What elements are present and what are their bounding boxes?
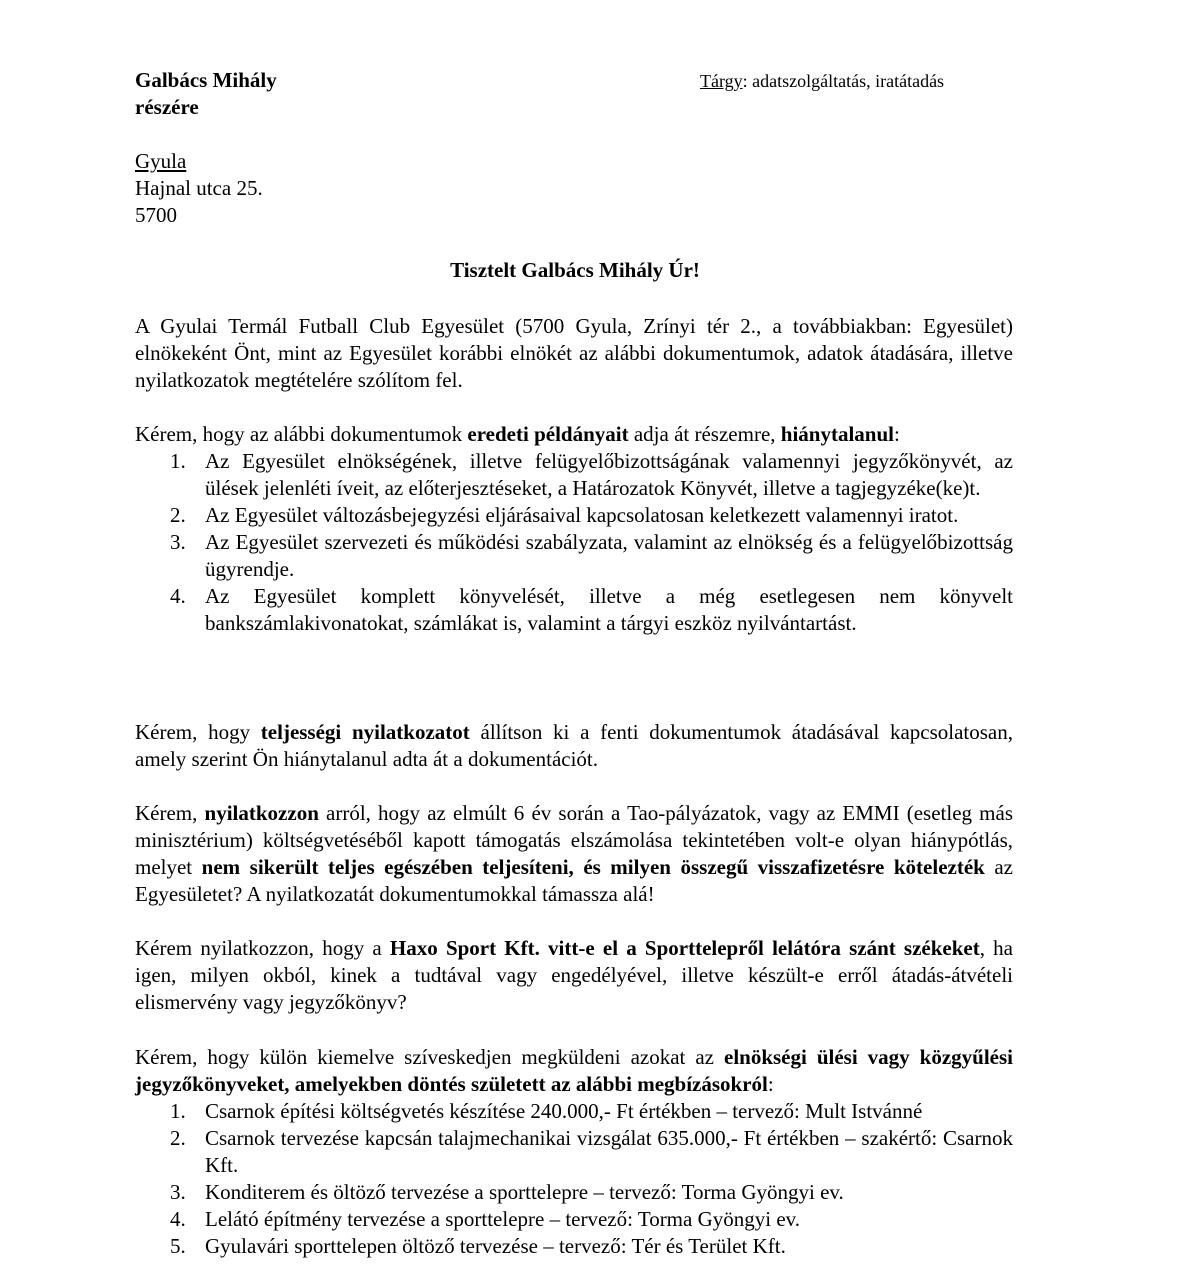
text-run: Kérem, — [135, 801, 205, 825]
list-item — [135, 1206, 1013, 1233]
list-item-text: Csarnok tervezése kapcsán talajmechanikai vizsgálat 635.000,- Ft értékben – szakértő: Csarnok Kft. — [205, 1126, 1013, 1177]
list-item-text: Az Egyesület komplett könyvelését, illetve a még esetlegesen nem könyvelt bankszámlakivonatokat, számlákat is, valamint a tárgyi eszköz nyilvántartást. — [205, 584, 1013, 635]
intro-paragraph: A Gyulai Termál Futball Club Egyesület (5700 Gyula, Zrínyi tér 2., a továbbiakban: Egyesület) elnökeként Önt, mint az Egyesület korábbi elnökét az alábbi dokumentumok, adatok átadására, illetve nyilatkozatok megtételére szólítom fel. — [135, 314, 1013, 392]
list-number: 4. — [170, 1207, 186, 1231]
list-number: 1. — [170, 1099, 186, 1123]
text-run: Kérem, hogy — [135, 720, 261, 744]
list-item — [135, 529, 1013, 583]
text-run: Kérem nyilatkozzon, hogy a — [135, 936, 390, 960]
list-number: 2. — [170, 503, 186, 527]
list-item-text: Az Egyesület elnökségének, illetve felügyelőbizottságának valamennyi jegyzőkönyvét, az ülések jelenléti íveit, az előterjesztéseket, a Határozatok Könyvét, illetve a tagjegyzéke(ke)t. — [205, 449, 1013, 500]
bold-run: hiánytalanul — [780, 422, 894, 446]
documents-list — [135, 448, 1013, 637]
subject-label: Tárgy — [700, 71, 743, 91]
text-run: adja át részemre, — [628, 422, 781, 446]
list-item-text: Az Egyesület szervezeti és működési szabályzata, valamint az elnökség és a felügyelőbizottság ügyrendje. — [205, 530, 1013, 581]
text-run: : — [894, 422, 900, 446]
request-documents-section — [135, 421, 1013, 637]
list-item-text: Csarnok építési költségvetés készítése 240.000,- Ft értékben – tervező: Mult Istvánné — [205, 1099, 923, 1123]
list-item — [135, 1098, 1013, 1125]
list-item — [135, 1179, 1013, 1206]
address-zip: 5700 — [135, 203, 177, 227]
address-city: Gyula — [135, 149, 187, 173]
list-item-text: Az Egyesület változásbejegyzési eljárásaival kapcsolatosan keletkezett valamennyi iratot. — [205, 503, 959, 527]
subject-text: : adatszolgáltatás, iratátadás — [742, 71, 945, 91]
text-run: arról, hogy az elmúlt 6 év során a Tao-pályázatok, vagy az EMMI (esetleg más minisztérium) költségvetéséből kapott támogatás elszámolása tekintetében volt-e olyan hiánypótlás, melyet — [135, 801, 1013, 879]
list-number: 5. — [170, 1234, 186, 1258]
list-item — [135, 448, 1013, 502]
contracts-list — [135, 1098, 1013, 1260]
minutes-request-section — [135, 1044, 1013, 1260]
chairs-statement-paragraph — [135, 935, 1013, 1016]
minutes-request-paragraph — [135, 1044, 1013, 1098]
text-run: állítson ki a fenti dokumentumok átadásával kapcsolatosan, amely szerint Ön hiánytalanul adta át a dokumentációt. — [135, 720, 1013, 771]
text-run: Kérem, hogy külön kiemelve szíveskedjen megküldeni azokat az — [135, 1045, 724, 1069]
recipient-line2: részére — [135, 95, 199, 119]
list-number: 2. — [170, 1126, 186, 1150]
bold-run: teljességi nyilatkozatot — [260, 720, 470, 744]
bold-run: nem sikerült teljes egészében teljesíteni, és milyen összegű visszafizetésre kötelezték — [201, 855, 985, 879]
bold-run: elnökségi ülési vagy közgyűlési jegyzőkönyveket, amelyekben döntés született az alábbi megbízásokról — [135, 1045, 1013, 1096]
recipient-block — [135, 67, 277, 121]
list-item-text: Gyulavári sporttelepen öltöző tervezése – tervező: Tér és Terület Kft. — [205, 1234, 786, 1258]
list-item — [135, 502, 1013, 529]
text-run: Kérem, hogy az alábbi dokumentumok — [135, 422, 468, 446]
subject-line — [700, 69, 944, 93]
list-number: 3. — [170, 1180, 186, 1204]
list-item-text: Lelátó építmény tervezése a sporttelepre – tervező: Torma Gyöngyi ev. — [205, 1207, 801, 1231]
bold-run: eredeti példányait — [467, 422, 629, 446]
request-documents-paragraph — [135, 421, 1013, 448]
text-run: : — [767, 1072, 774, 1096]
address-street: Hajnal utca 25. — [135, 176, 263, 200]
list-item — [135, 1233, 1013, 1260]
list-number: 1. — [170, 449, 186, 473]
salutation: Tisztelt Galbács Mihály Úr! — [450, 258, 700, 282]
list-item-text: Konditerem és öltöző tervezése a sporttelepre – tervező: Torma Gyöngyi ev. — [205, 1180, 844, 1204]
bold-run: Haxo Sport Kft. vitt-e el a Sporttelepről lelátóra szánt székeket — [389, 936, 980, 960]
recipient-name: Galbács Mihály — [135, 68, 277, 92]
list-number: 3. — [170, 530, 186, 554]
list-number: 4. — [170, 584, 186, 608]
list-item — [135, 1125, 1013, 1179]
completeness-statement-paragraph — [135, 719, 1013, 773]
list-item — [135, 583, 1013, 637]
bold-run: nyilatkozzon — [204, 801, 319, 825]
text-run: , ha igen, milyen okból, kinek a tudtával vagy engedélyével, illetve készült-e erről átadás-átvételi elismervény vagy jegyzőkönyv? — [135, 936, 1013, 1014]
repayment-statement-paragraph — [135, 800, 1013, 908]
address-block — [135, 148, 263, 229]
text-run: az Egyesületet? A nyilatkozatát dokumentumokkal támassza alá! — [135, 855, 1013, 906]
